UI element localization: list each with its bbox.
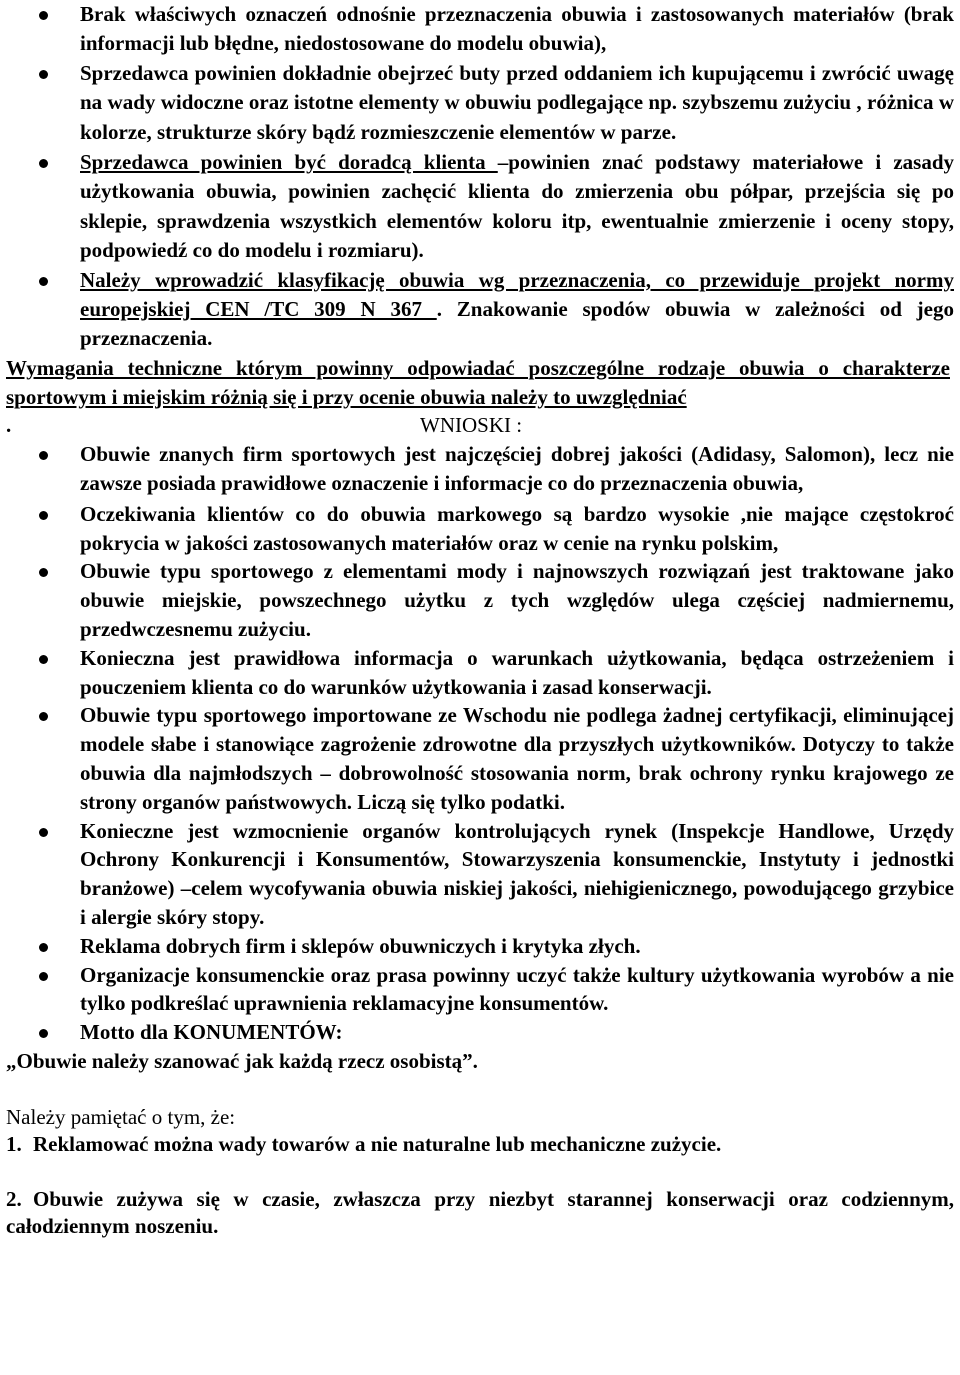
list-item [6,961,954,1019]
motto-quote: „Obuwie należy szanować jak każdą rzecz osobistą”. [6,1049,478,1073]
bullet-icon [39,655,48,664]
bullet-icon [39,70,48,79]
remember-heading: Należy pamiętać o tym, że: [6,1104,236,1129]
list-item-text: Obuwie typu sportowego importowane ze Wschodu nie podlega żadnej certyfikacji, eliminującej modele słabe i stanowiące zagrożenie zdrowotne dla przyszłych użytkowników. Dotyczy to także obuwia dla najmłodszych – dobrowolność stosowania norm, brak ochrony rynku krajowego ze strony organów państwowych. Liczą się tylko podatki. [80,703,954,814]
list-item [6,557,954,643]
bullet-icon [39,1029,48,1038]
bullet-icon [39,568,48,577]
list-item-underlined-text: Należy wprowadzić klasyfikację obuwia wg przeznaczenia, co przewiduje projekt normy europejskiej CEN /TC 309 N 367 [80,267,954,322]
bullet-icon [39,159,48,168]
remember-item [6,1186,954,1240]
conclusions-heading: WNIOSKI : [420,413,523,438]
list-item [6,148,954,266]
list-item-text: Motto dla KONUMENTÓW: [80,1020,343,1045]
item-text: Obuwie zużywa się w czasie, zwłaszcza przy niezbyt starannej konserwacji oraz codziennym, całodziennym noszeniu. [6,1186,954,1238]
list-item-text: . Znakowanie spodów obuwia w zależności od jego przeznaczenia. [80,297,954,351]
bullet-icon [39,511,48,520]
list-item-text: Konieczne jest wzmocnienie organów kontrolujących rynek (Inspekcje Handlowe, Urzędy Ochrony Konkurencji i Konsumentów, Stowarzyszenia konsumenckie, Instytuty i jednostki branżowe) –celem wycofywania obuwia niskiej jakości, niehigienicznego, powodującego grzybice i alergie skóry stopy. [80,818,954,930]
bullet-icon [39,943,48,952]
list-item [6,701,954,816]
conclusions-list [6,440,954,1047]
item-number: 1. [6,1131,22,1156]
item-number: 2. [6,1186,22,1211]
requirements-dot: . [6,413,12,438]
list-item-text: Obuwie typu sportowego z elementami mody i najnowszych rozwiązań jest traktowane jako obuwie miejskie, powszechnego użytku z tych względów ulega częściej nadmiernemu, przedwczesnemu zużyciu. [80,559,954,642]
list-item [6,0,954,59]
list-item-text: Reklama dobrych firm i sklepów obuwniczych i krytyka złych. [80,933,641,958]
list-item-text: Obuwie znanych firm sportowych jest najczęściej dobrej jakości (Adidasy, Salomon), lecz nie zawsze posiada prawidłowe oznaczenie i informacje co do przeznaczenia obuwia, [80,442,954,496]
list-item-text: Sprzedawca powinien dokładnie obejrzeć buty przed oddaniem ich kupującemu i zwrócić uwagę na wady widoczne oraz istotne elementy w obuwiu podlegające np. szybszemu zużyciu , różnica w kolorze, strukturze skóry bądź rozmieszczenie elementów w parze. [80,60,954,144]
list-item-text: Oczekiwania klientów co do obuwia markowego są bardzo wysokie ,nie mające częstokroć pokrycia w jakości zastosowanych materiałów oraz w cenie na rynku polskim, [80,501,954,555]
bullet-icon [39,11,48,20]
list-item-underlined-text: Sprzedawca powinien być doradcą klienta [80,150,498,175]
list-item-text: Brak właściwych oznaczeń odnośnie przeznaczenia obuwia i zastosowanych materiałów (brak informacji lub błędne, niedostosowane do modelu obuwia), [80,2,954,56]
list-item [6,817,954,932]
bullet-icon [39,828,48,837]
bullet-icon [39,972,48,981]
remember-section [6,1104,954,1240]
list-item [6,500,954,558]
top-bullet-list [6,0,954,354]
list-item [6,59,954,147]
requirements-text: Wymagania techniczne którym powinny odpowiadać poszczególne rodzaje obuwia o charakterze sportowym i miejskim różnią się i przy ocenie obuwia należy to uwzględniać [6,355,950,409]
list-item [6,266,954,354]
list-item-text: Organizacje konsumenckie oraz prasa powinny uczyć także kultury użytkowania wyrobów a nie tylko podkreślać uprawnienia reklamacyjne konsumentów. [80,962,954,1016]
list-item [6,932,954,961]
list-item-text: –powinien znać podstawy materiałowe i zasady użytkowania obuwia, powinien zachęcić klienta do zmierzenia obu półpar, przejścia się po sklepie, sprawdzenia wszystkich elementów koloru itp, ewentualnie zmierzenie i oceny stopy, podpowiedź co do modelu i rozmiaru). [80,150,954,263]
remember-item [6,1131,954,1158]
list-item [6,644,954,702]
conclusions-heading-row [6,411,954,440]
bullet-icon [39,451,48,460]
item-text: Reklamować można wady towarów a nie naturalne lub mechaniczne zużycie. [33,1131,722,1156]
bullet-icon [39,712,48,721]
requirements-paragraph [6,354,954,412]
list-item-text: Konieczna jest prawidłowa informacja o warunkach użytkowania, będąca ostrzeżeniem i pouczeniem klienta co do warunków użytkowania i zasad konserwacji. [80,645,954,699]
list-item [6,440,954,498]
list-item [6,1018,954,1047]
bullet-icon [39,277,48,286]
